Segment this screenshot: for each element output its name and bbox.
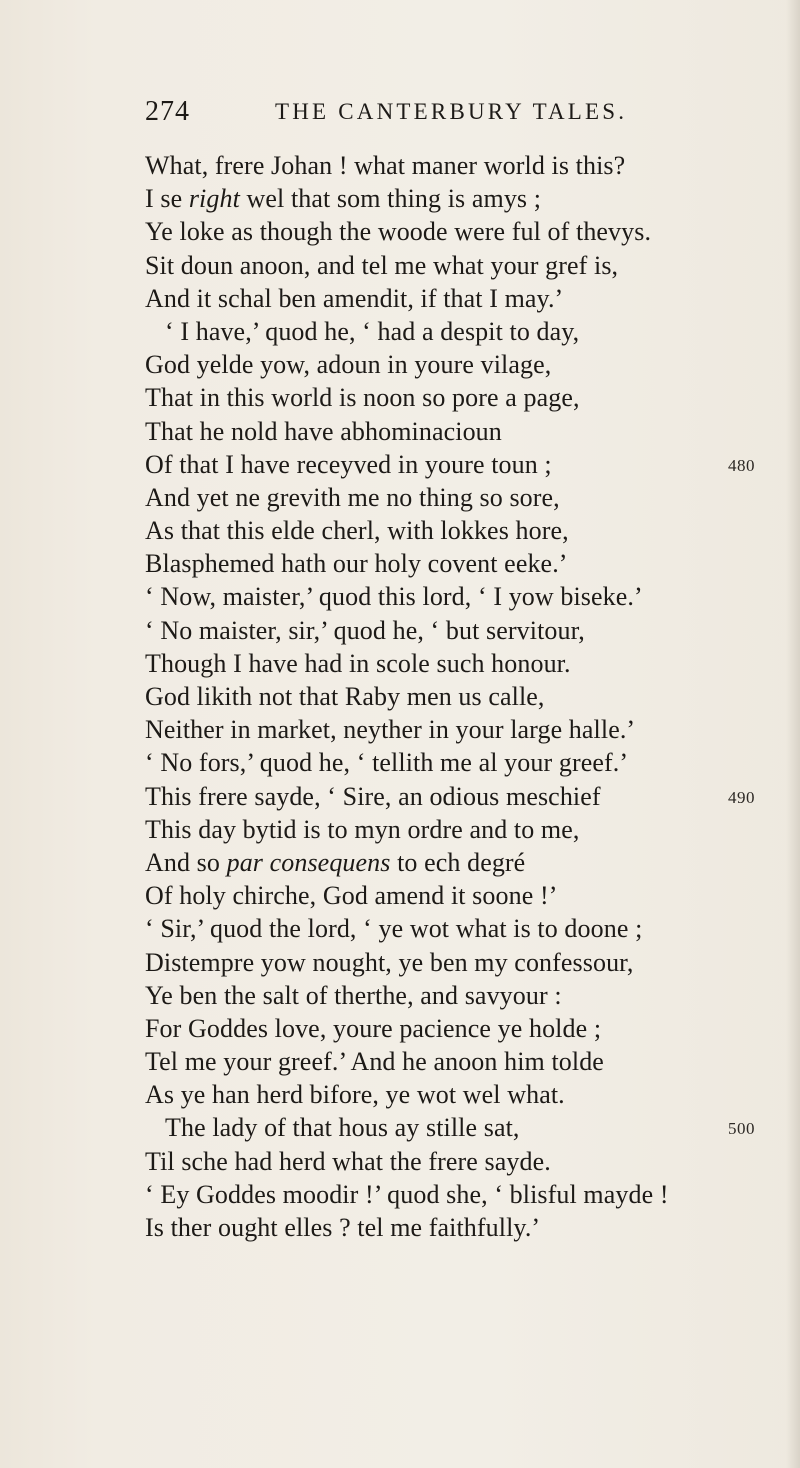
verse-line: [145, 1045, 755, 1078]
verse-text: Distempre yow nought, ye ben my confessour,: [145, 947, 634, 977]
verse-text: For Goddes love, youre pacience ye holde ;: [145, 1013, 602, 1043]
verse-text: That he nold have abhominacioun: [145, 416, 502, 446]
verse-text: Though I have had in scole such honour.: [145, 648, 571, 678]
verse-line: [145, 879, 755, 912]
verse-line: [145, 979, 755, 1012]
verse-text: As ye han herd bifore, ye wot wel what.: [145, 1080, 565, 1110]
verse-text: ‘ Sir,’ quod the lord, ‘ ye wot what is to doone ;: [145, 914, 643, 944]
verse-block: [145, 149, 755, 1244]
verse-text-segment: to ech degré: [390, 847, 526, 877]
verse-line: [145, 813, 755, 846]
verse-line: [145, 1178, 755, 1211]
line-number: 490: [728, 787, 755, 807]
verse-line: [145, 149, 755, 182]
verse-line: [145, 946, 755, 979]
verse-text: Tel me your greef.’ And he anoon him tolde: [145, 1047, 604, 1077]
verse-text: Blasphemed hath our holy covent eeke.’: [145, 549, 568, 579]
verse-text: Til sche had herd what the frere sayde.: [145, 1146, 551, 1176]
verse-line: [145, 580, 755, 613]
verse-text-segment: I se: [145, 184, 189, 214]
verse-line: [145, 614, 755, 647]
verse-italic-segment: par consequens: [226, 847, 391, 877]
verse-line: [145, 1111, 755, 1144]
verse-text: The lady of that hous ay stille sat,: [165, 1113, 520, 1143]
verse-text: Sit doun anoon, and tel me what your gref is,: [145, 250, 619, 280]
verse-line: [145, 282, 755, 315]
verse-line: [145, 647, 755, 680]
verse-line: [145, 912, 755, 945]
page-edge-shadow: [786, 0, 800, 1468]
verse-text: This frere sayde, ‘ Sire, an odious meschief: [145, 781, 601, 811]
verse-text: Is ther ought elles ? tel me faithfully.’: [145, 1213, 541, 1242]
verse-text: As that this elde cherl, with lokkes hore,: [145, 516, 569, 546]
verse-text: What, frere Johan ! what maner world is this?: [145, 151, 626, 180]
verse-text: [145, 184, 541, 213]
verse-line: [145, 215, 755, 248]
verse-text: ‘ No fors,’ quod he, ‘ tellith me al your greef.’: [145, 748, 629, 778]
verse-line: [145, 846, 755, 879]
verse-line: [145, 249, 755, 282]
verse-line: [145, 315, 755, 348]
verse-italic-segment: right: [188, 184, 240, 214]
verse-text: Of holy chirche, God amend it soone !’: [145, 881, 558, 911]
verse-line: [145, 182, 755, 215]
verse-text: That in this world is noon so pore a page,: [145, 383, 580, 413]
verse-text: This day bytid is to myn ordre and to me,: [145, 814, 580, 844]
verse-line: [145, 780, 755, 813]
verse-line: [145, 481, 755, 514]
verse-text: ‘ Now, maister,’ quod this lord, ‘ I yow biseke.’: [145, 582, 643, 612]
verse-text: And yet ne grevith me no thing so sore,: [145, 482, 560, 512]
verse-text: ‘ No maister, sir,’ quod he, ‘ but servitour,: [145, 615, 585, 645]
verse-line: [145, 1012, 755, 1045]
line-number: 480: [728, 455, 755, 475]
verse-text-segment: And so: [145, 847, 227, 877]
verse-line: [145, 1145, 755, 1178]
verse-line: [145, 1078, 755, 1111]
verse-line: [145, 746, 755, 779]
page-number: 274: [145, 96, 190, 127]
verse-line: [145, 1211, 755, 1244]
verse-line: [145, 547, 755, 580]
verse-text: ‘ I have,’ quod he, ‘ had a despit to day,: [165, 316, 580, 346]
verse-line: [145, 514, 755, 547]
verse-line: [145, 348, 755, 381]
verse-text-segment: wel that som thing is amys ;: [239, 184, 542, 214]
verse-text: God yelde yow, adoun in youre vilage,: [145, 350, 552, 380]
verse-text: Ye ben the salt of therthe, and savyour :: [145, 980, 562, 1010]
verse-text: Ye loke as though the woode were ful of thevys.: [145, 217, 652, 247]
verse-text: Neither in market, neyther in your large halle.’: [145, 715, 636, 745]
verse-text: ‘ Ey Goddes moodir !’ quod she, ‘ blisful mayde !: [145, 1179, 669, 1209]
verse-text: Of that I have receyved in youre toun ;: [145, 449, 552, 479]
running-title: THE CANTERBURY TALES.: [275, 99, 628, 124]
verse-text: And it schal ben amendit, if that I may.’: [145, 283, 564, 313]
verse-text: [145, 848, 525, 877]
verse-line: [145, 381, 755, 414]
verse-line: [145, 680, 755, 713]
verse-text: God likith not that Raby men us calle,: [145, 682, 545, 711]
verse-line: [145, 415, 755, 448]
verse-line: [145, 713, 755, 746]
line-number: 500: [728, 1119, 755, 1139]
verse-line: [145, 448, 755, 481]
running-head: [145, 96, 645, 136]
